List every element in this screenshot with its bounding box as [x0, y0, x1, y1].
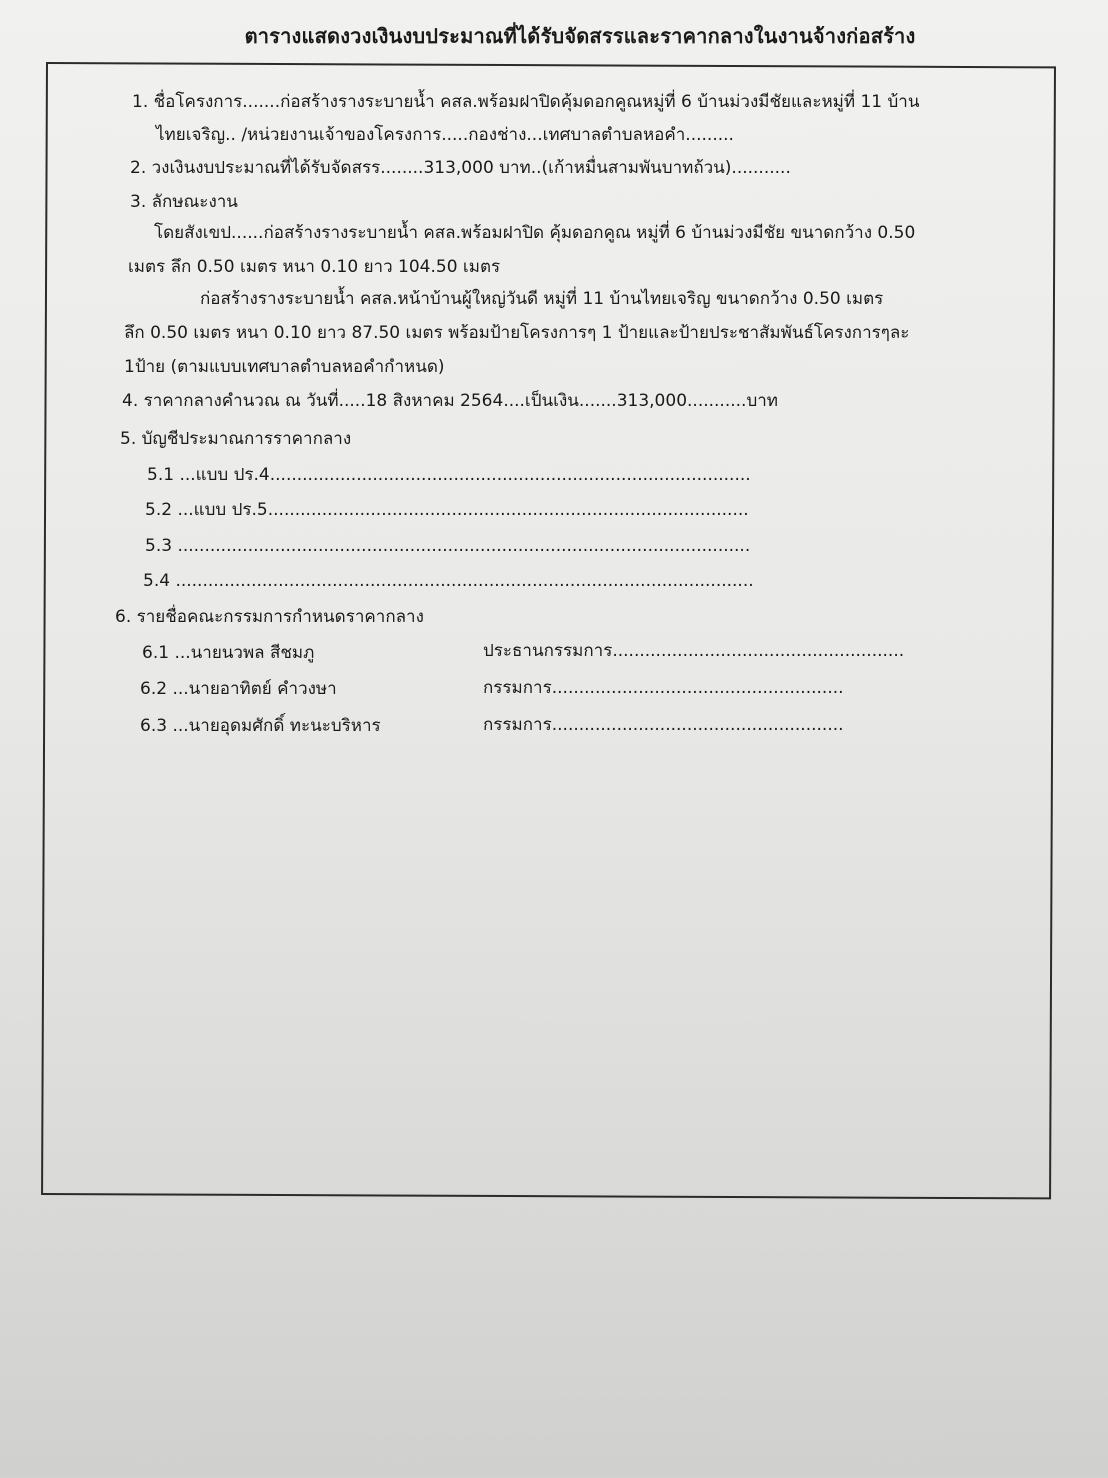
item-6-heading: 6. รายชื่อคณะกรรมการกำหนดราคากลาง	[115, 607, 424, 627]
item-4-median-price: 4. ราคากลางคำนวณ ณ วันที่.....18 สิงหาคม 2564....เป็นเงิน.......313,000...........บาท	[122, 391, 778, 411]
item-5-3: 5.3 ..........................................................................................................	[145, 536, 751, 556]
item-5-heading: 5. บัญชีประมาณการราคากลาง	[120, 429, 352, 449]
item-5-4: 5.4 ...........................................................................................................	[143, 571, 754, 591]
committee-member-name: 6.3 ...นายอุดมศักดิ์ ทะนะบริหาร	[140, 716, 381, 736]
page-title: ตารางแสดงวงเงินงบประมาณที่ได้รับจัดสรรและราคากลางในงานจ้างก่อสร้าง	[244, 24, 916, 48]
item-3-line-1: โดยสังเขป......ก่อสร้างรางระบายน้ำ คสล.พร้อมฝาปิด คุ้มดอกคูณ หมู่ที่ 6 บ้านม่วงมีชัย ขนาดกว้าง 0.50	[154, 223, 916, 243]
committee-member-role: ประธานกรรมการ......................................................	[483, 641, 905, 661]
committee-member-role: กรรมการ......................................................	[483, 678, 844, 698]
item-3-line-3: ก่อสร้างรางระบายน้ำ คสล.หน้าบ้านผู้ใหญ่วันดี หมู่ที่ 11 บ้านไทยเจริญ ขนาดกว้าง 0.50 เมตร	[200, 289, 884, 309]
item-3-heading: 3. ลักษณะงาน	[130, 192, 238, 212]
item-2-budget: 2. วงเงินงบประมาณที่ได้รับจัดสรร........313,000 บาท..(เก้าหมื่นสามพันบาทถ้วน)...........	[130, 158, 791, 178]
item-1-line-1: 1. ชื่อโครงการ.......ก่อสร้างรางระบายน้ำ คสล.พร้อมฝาปิดคุ้มดอกคูณหมู่ที่ 6 บ้านม่วงมีชัยและหมู่ที่ 11 บ้าน	[132, 92, 920, 112]
committee-member-role: กรรมการ......................................................	[483, 715, 844, 735]
committee-member-name: 6.2 ...นายอาทิตย์ คำวงษา	[140, 679, 337, 699]
item-3-line-4: ลึก 0.50 เมตร หนา 0.10 ยาว 87.50 เมตร พร้อมป้ายโครงการๆ 1 ป้ายและป้ายประชาสัมพันธ์โครงการๆละ	[124, 323, 910, 343]
item-5-2: 5.2 ...แบบ ปร.5.........................................................................................	[145, 500, 749, 520]
committee-member-name: 6.1 ...นายนวพล สีชมภู	[142, 643, 315, 663]
item-3-line-5: 1ป้าย (ตามแบบเทศบาลตำบลหอคำกำหนด)	[124, 357, 445, 377]
item-5-1: 5.1 ...แบบ ปร.4.........................................................................................	[147, 465, 751, 485]
item-3-line-2: เมตร ลึก 0.50 เมตร หนา 0.10 ยาว 104.50 เมตร	[128, 257, 501, 277]
item-1-line-2: ไทยเจริญ.. /หน่วยงานเจ้าของโครงการ.....กองช่าง...เทศบาลตำบลหอคำ.........	[156, 125, 734, 145]
